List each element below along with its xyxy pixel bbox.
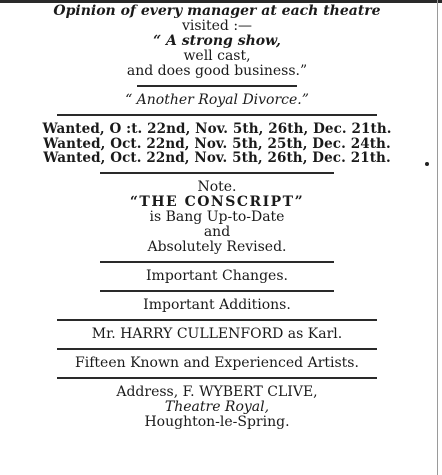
wanted-line-2: Wanted, Oct. 22nd, Nov. 5th, 25th, Dec. 24th. [43, 135, 391, 152]
divider [57, 114, 377, 116]
opinion-line-2: visited :— [181, 18, 253, 34]
note-title: “THE CONSCRIPT” [129, 193, 305, 210]
important-changes: Important Changes. [146, 267, 288, 284]
wanted-line-1: Wanted, O :t. 22nd, Nov. 5th, 26th, Dec. 21th. [42, 121, 392, 137]
note-line-3: is Bang Up-to-Date [149, 208, 285, 225]
wanted-block [0, 122, 434, 166]
divider [57, 319, 377, 321]
opinion-block [0, 4, 434, 79]
opinion-line-1: Opinion of every manager at each theatre [53, 3, 381, 19]
wanted-line-3: Wanted, Oct. 22nd, Nov. 5th, 26th, Dec. 21th. [43, 150, 391, 166]
opinion-line-4: well cast, [183, 48, 251, 64]
divider [57, 377, 377, 379]
address-line-3: Houghton-le-Spring. [144, 413, 290, 430]
opinion-line-5: and does good business.” [126, 63, 308, 79]
address-line-2: Theatre Royal, [164, 398, 270, 415]
note-block [0, 180, 434, 255]
important-additions: Important Additions. [143, 296, 291, 313]
note-heading: Note. [197, 178, 237, 195]
tagline: “ Another Royal Divorce.” [125, 92, 309, 108]
cast-line: Mr. HARRY CULLENFORD as Karl. [91, 325, 343, 342]
note-line-4: and [203, 223, 231, 240]
ad-column [0, 4, 434, 430]
divider [57, 348, 377, 350]
divider [100, 261, 334, 263]
opinion-line-3: “ A strong show, [153, 33, 281, 49]
column-rule [437, 0, 438, 475]
address-block [0, 385, 434, 430]
address-line-1: Address, F. WYBERT CLIVE, [116, 383, 318, 400]
divider [100, 290, 334, 292]
divider [100, 172, 334, 174]
artists-line: Fifteen Known and Experienced Artists. [75, 354, 359, 371]
note-line-5: Absolutely Revised. [147, 238, 287, 255]
divider [137, 85, 297, 87]
